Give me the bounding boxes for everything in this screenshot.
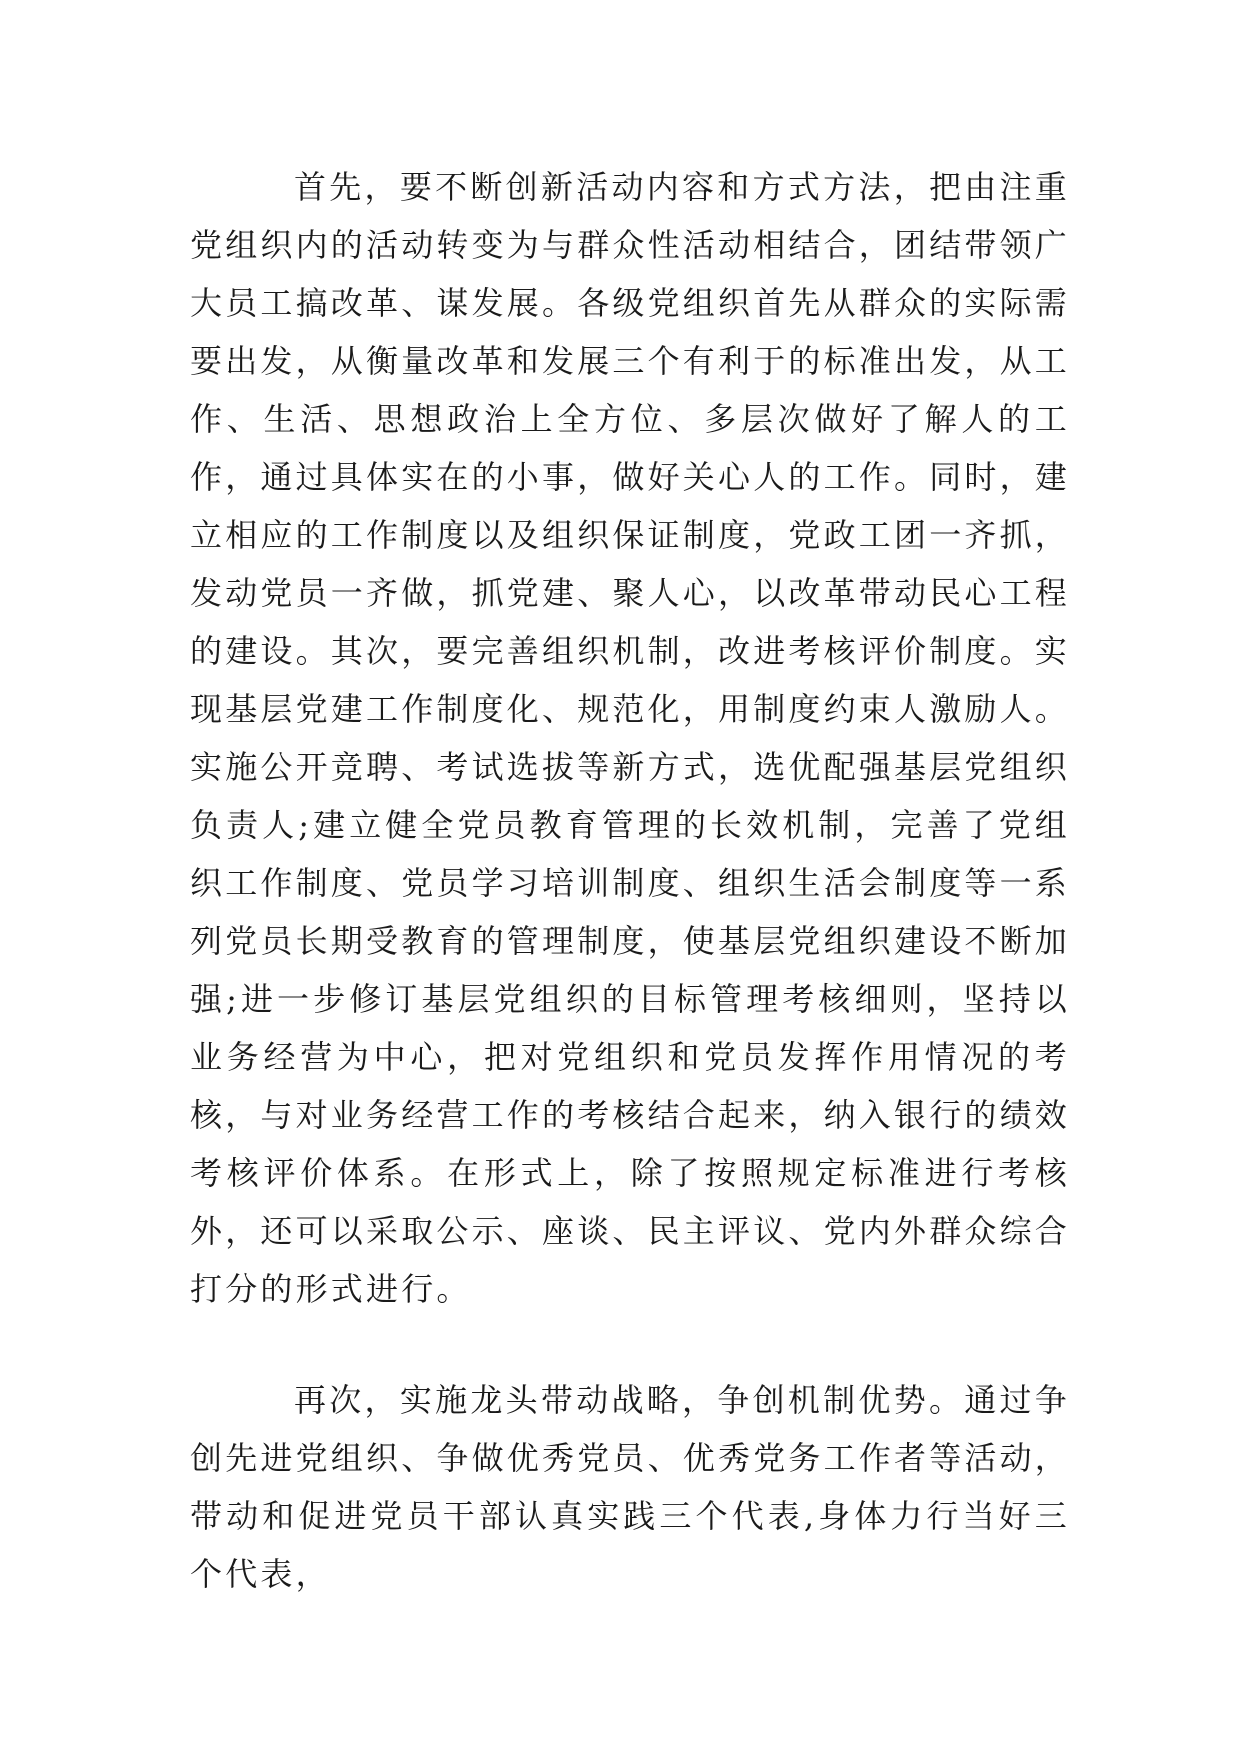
paragraph-1: 首先，要不断创新活动内容和方式方法，把由注重党组织内的活动转变为与群众性活动相结合，团结带领广大员工搞改革、谋发展。各级党组织首先从群众的实际需要出发，从衡量改革和发展三个有利于的标准出发，从工作、生活、思想政治上全方位、多层次做好了解人的工作，通过具体实在的小事，做好关心人的工作。同时，建立相应的工作制度以及组织保证制度，党政工团一齐抓，发动党员一齐做，抓党建、聚人心，以改革带动民心工程的建设。其次，要完善组织机制，改进考核评价制度。实现基层党建工作制度化、规范化，用制度约束人激励人。实施公开竞聘、考试选拔等新方式，选优配强基层党组织负责人;建立健全党员教育管理的长效机制，完善了党组织工作制度、党员学习培训制度、组织生活会制度等一系列党员长期受教育的管理制度，使基层党组织建设不断加强;进一步修订基层党组织的目标管理考核细则，坚持以业务经营为中心，把对党组织和党员发挥作用情况的考核，与对业务经营工作的考核结合起来，纳入银行的绩效考核评价体系。在形式上，除了按照规定标准进行考核外，还可以采取公示、座谈、民主评议、党内外群众综合打分的形式进行。 bbox=[190, 168, 1071, 1308]
paragraph-2: 再次，实施龙头带动战略，争创机制优势。通过争创先进党组织、争做优秀党员、优秀党务工作者等活动，带动和促进党员干部认真实践三个代表,身体力行当好三个代表， bbox=[190, 1381, 1071, 1593]
